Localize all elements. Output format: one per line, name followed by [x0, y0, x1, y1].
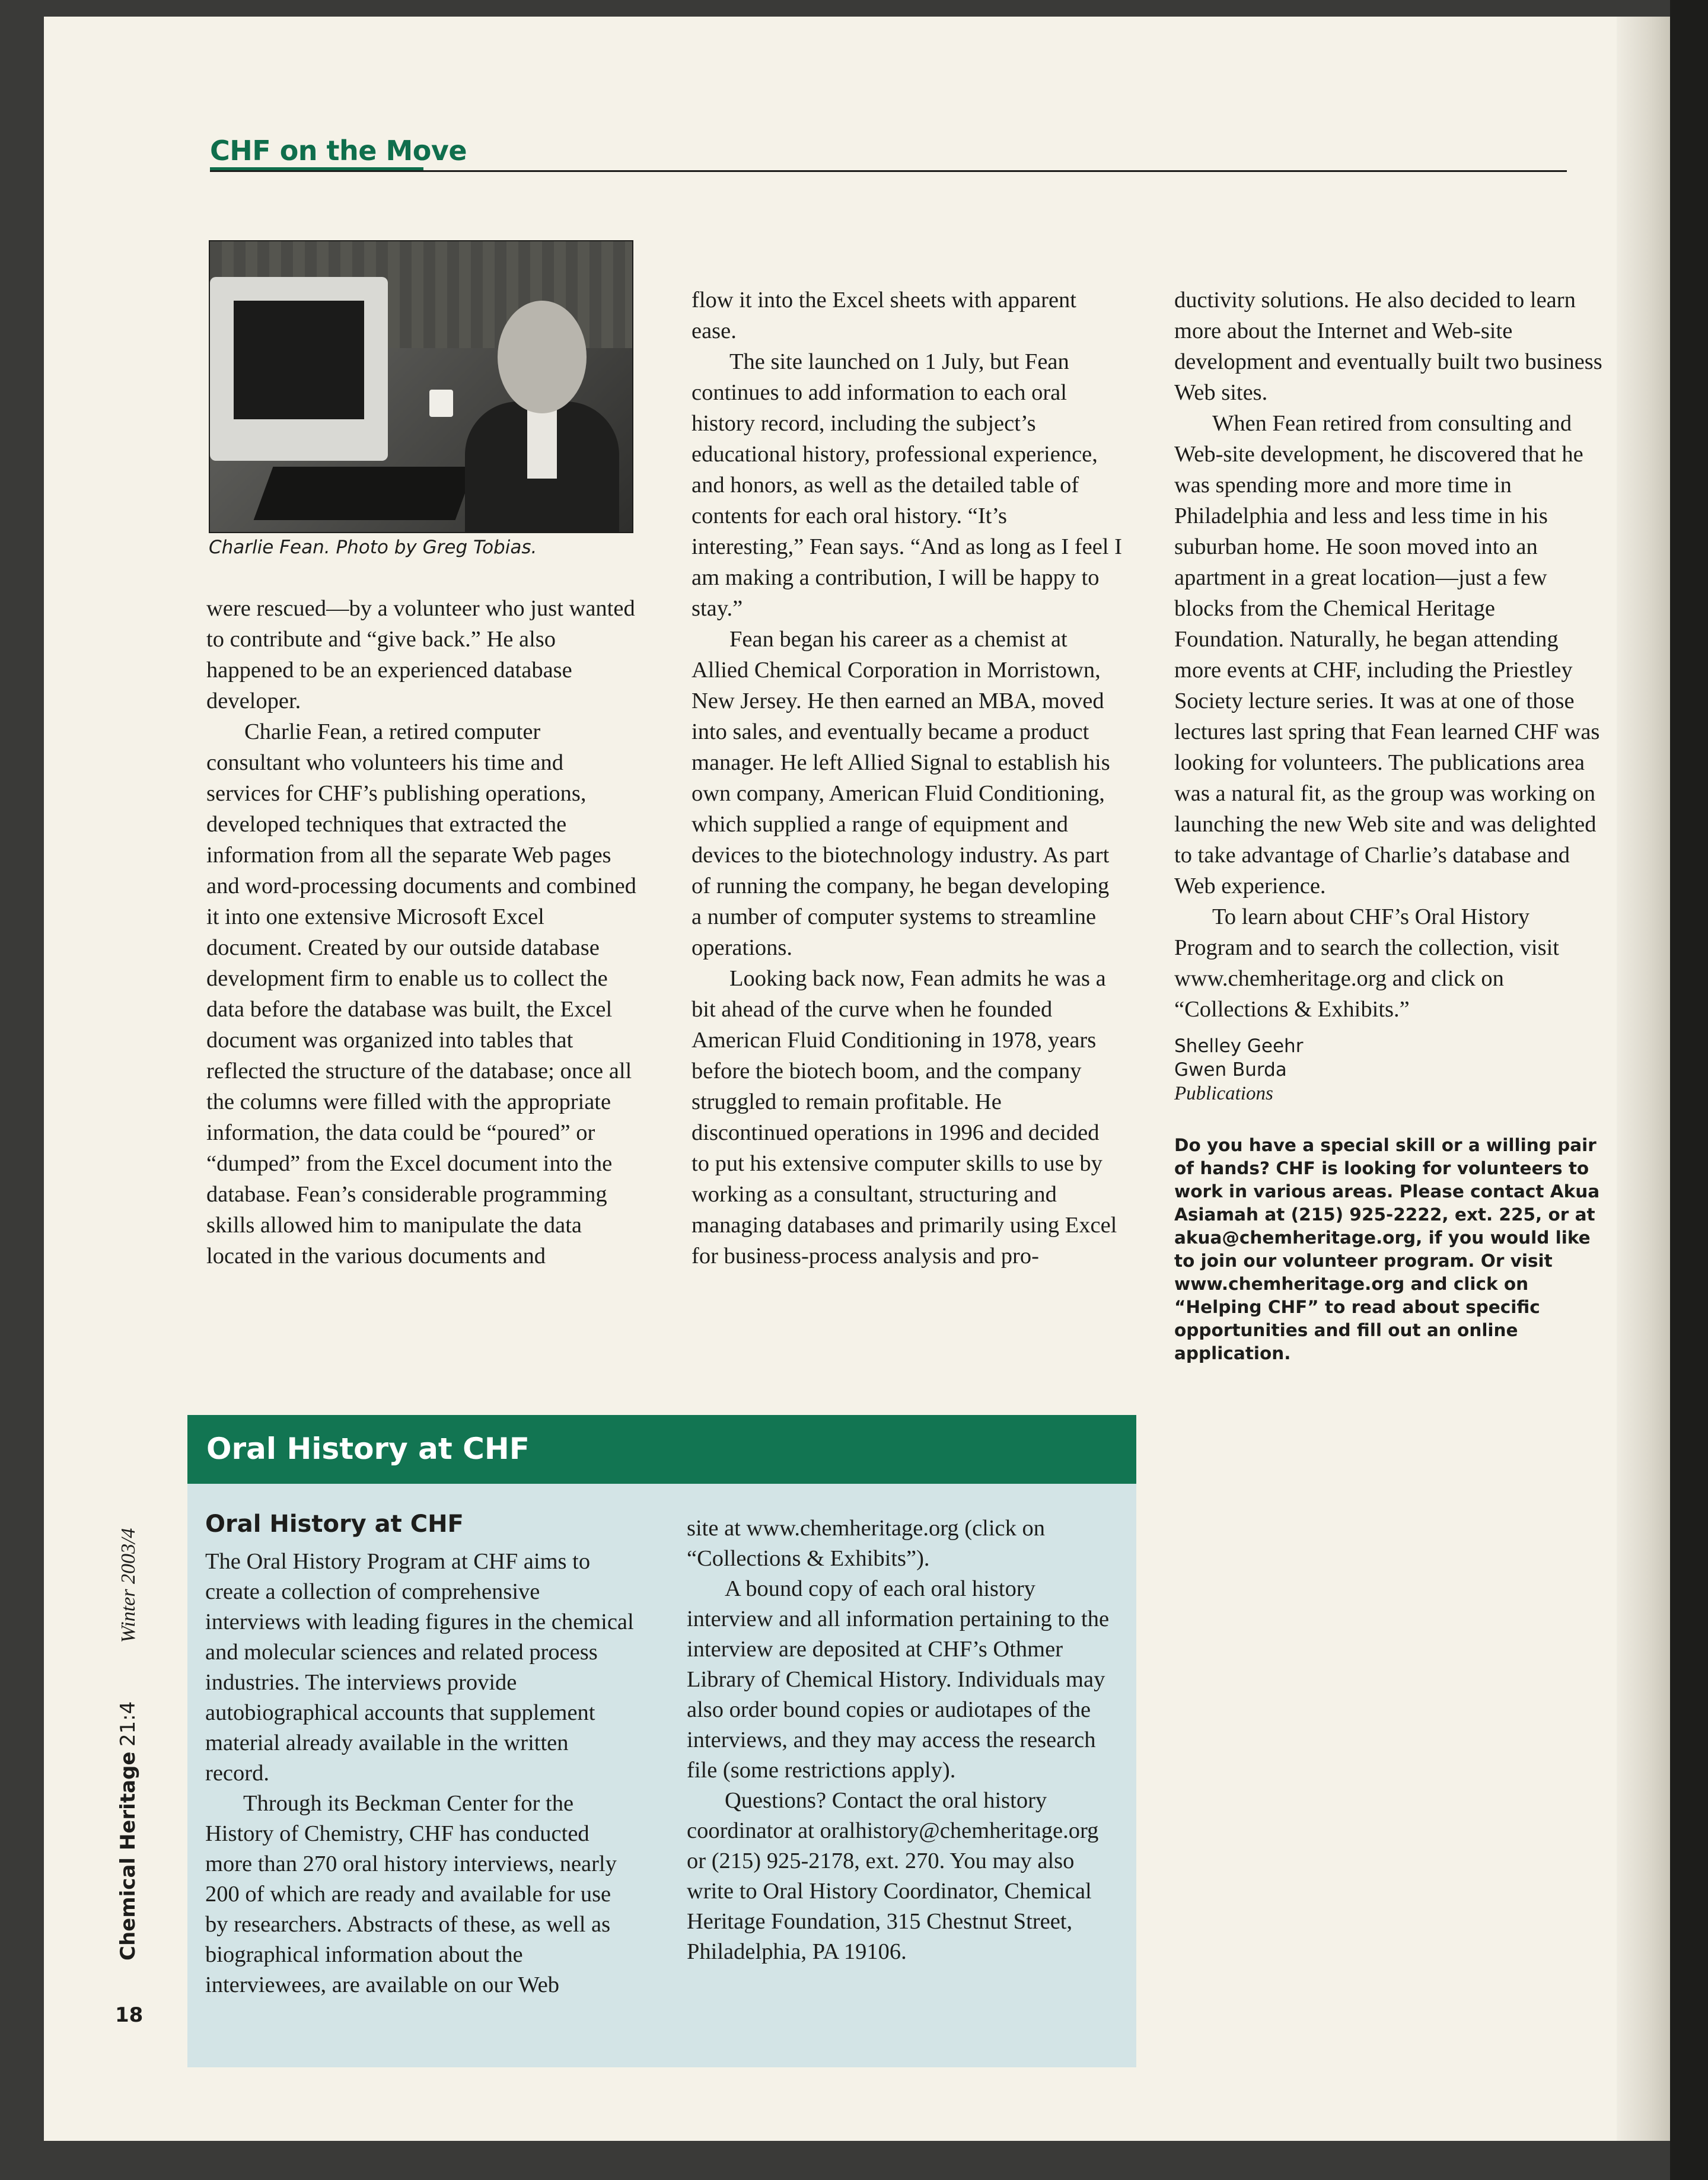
paragraph: Questions? Contact the oral history coordinator at oralhistory@chemheritage.org or (215) 925-2178, ext. 270. You may also write to Oral History Coordinator, Chemical Heritage Foundation, 315 Chestnut Street, Philadelphia, PA 19106.: [687, 1788, 1099, 1964]
book-binding: [1670, 0, 1708, 2180]
photo-mug: [429, 390, 453, 417]
paragraph: Looking back now, Fean admits he was a bit ahead of the curve when he founded American Fluid Conditioning in 1978, years before the biotech boom, and the company struggled to remain profitable. He discontinued operations in 1996 and decided to put his extensive computer skills to use by working as a consultant, structuring and managing databases and primarily using Excel for business-process analysis and pro-: [692, 966, 1117, 1269]
section-title: CHF on the Move: [210, 135, 467, 167]
paragraph: The site launched on 1 July, but Fean continues to add information to each oral history record, including the subject’s educational history, professional experience, and honors, as well as the detailed table of contents for each oral history. “It’s interesting,” Fean says. “And as long as I feel I am making a contribution, I will be happy to stay.”: [692, 349, 1122, 621]
paragraph: A bound copy of each oral history interview and all information pertaining to the interview are deposited at CHF’s Othmer Library of Chemical History. Individuals may also order bound copies or audiotapes of the interviews, and they may access the research file (some restrictions apply).: [687, 1576, 1110, 1783]
article-column-2: [692, 285, 1122, 1271]
paragraph: flow it into the Excel sheets with apparent ease.: [692, 288, 1076, 343]
photo-keyboard: [254, 467, 475, 520]
author-name: Shelley Geehr: [1174, 1035, 1304, 1057]
author-signature: [1174, 1034, 1605, 1105]
paragraph: When Fean retired from consulting and Web-site development, he discovered that he was spending more and more time in Philadelphia and less and less time in his suburban home. He soon moved into an apartment in a great location—just a few blocks from the Chemical Heritage Foundation. Naturally, he began attending more events at CHF, including the Priestley Society lecture series. It was at one of those lectures last spring that Fean learned CHF was looking for volunteers. The publications area was a natural fit, as the group was working on launching the new Web site and was delighted to take advantage of Charlie’s database and Web experience.: [1174, 411, 1600, 898]
paragraph: ductivity solutions. He also decided to learn more about the Internet and Web-site development and eventually built two business Web sites.: [1174, 288, 1602, 405]
sidebar-header: [187, 1415, 1136, 1484]
magazine-name: Chemical Heritage: [116, 1751, 140, 1961]
sidebar-column-2: [687, 1513, 1120, 1967]
issue-number: 21:4: [116, 1701, 140, 1747]
article-column-1: [206, 593, 637, 1271]
paragraph: To learn about CHF’s Oral History Program and to search the collection, visit www.chemheritage.org and click on “Collections & Exhibits.”: [1174, 904, 1559, 1022]
photo-person: [465, 301, 619, 533]
paragraph: The Oral History Program at CHF aims to create a collection of comprehensive interviews with leading figures in the chemical and molecular sciences and related process industries. The interviews provide autobiographical accounts that supplement material already available in the written record.: [205, 1549, 634, 1786]
paragraph: were rescued—by a volunteer who just wanted to contribute and “give back.” He also happened to be an experienced database developer.: [206, 596, 635, 713]
running-footer: [116, 1528, 140, 1961]
sidebar-column-1: [205, 1506, 638, 2000]
paragraph: Charlie Fean, a retired computer consultant who volunteers his time and services for CHF’s publishing operations, developed techniques that extracted the information from all the separate Web pages and word-processing documents and combined it into one extensive Microsoft Excel document. Created by our outside database development firm to enable us to collect the data before the database was built, the Excel document was organized into tables that reflected the structure of the database; once all the columns were filled with the appropriate information, the data could be “poured” or “dumped” from the Excel document into the database. Fean’s considerable programming skills allowed him to manipulate the data located in the various documents and: [206, 719, 636, 1269]
page-edge: [1617, 17, 1670, 2141]
portrait-photo: [209, 240, 633, 533]
author-name: Gwen Burda: [1174, 1059, 1287, 1081]
volunteer-callout: Do you have a special skill or a willing pair of hands? CHF is looking for volunteers to work in various areas. Please contact Akua Asiamah at (215) 925-2222, ext. 225, or at akua@chemheritage.org, if you would like to join our volunteer program. Or visit www.chemheritage.org and click on “Helping CHF” to read about specific opportunities and fill out an online application.: [1174, 1135, 1600, 1363]
photo-monitor: [210, 277, 388, 461]
section-header: [160, 116, 1567, 172]
author-department: Publications: [1174, 1083, 1273, 1104]
paragraph: site at www.chemheritage.org (click on “Collections & Exhibits”).: [687, 1516, 1046, 1571]
sidebar-subhead: Oral History at CHF: [205, 1510, 464, 1538]
page-number: 18: [115, 2003, 144, 2027]
paragraph: Fean began his career as a chemist at Allied Chemical Corporation in Morristown, New Jersey. He then earned an MBA, moved into sales, and eventually became a product manager. He left Allied Signal to establish his own company, American Fluid Conditioning, which supplied a range of equipment and devices to the biotechnology industry. As part of running the company, he began developing a number of computer systems to streamline operations.: [692, 627, 1110, 960]
issue-date: Winter 2003/4: [117, 1528, 139, 1643]
header-rule: [210, 170, 1567, 172]
sidebar-title: Oral History at CHF: [206, 1432, 530, 1466]
paragraph: Through its Beckman Center for the History of Chemistry, CHF has conducted more than 270 oral history interviews, nearly 200 of which are ready and available for use by researchers. Abstracts of these, as well as biographical information about the interviewees, are available on our Web: [205, 1791, 617, 1997]
article-column-3: [1174, 285, 1605, 1365]
photo-caption: Charlie Fean. Photo by Greg Tobias.: [209, 537, 537, 558]
